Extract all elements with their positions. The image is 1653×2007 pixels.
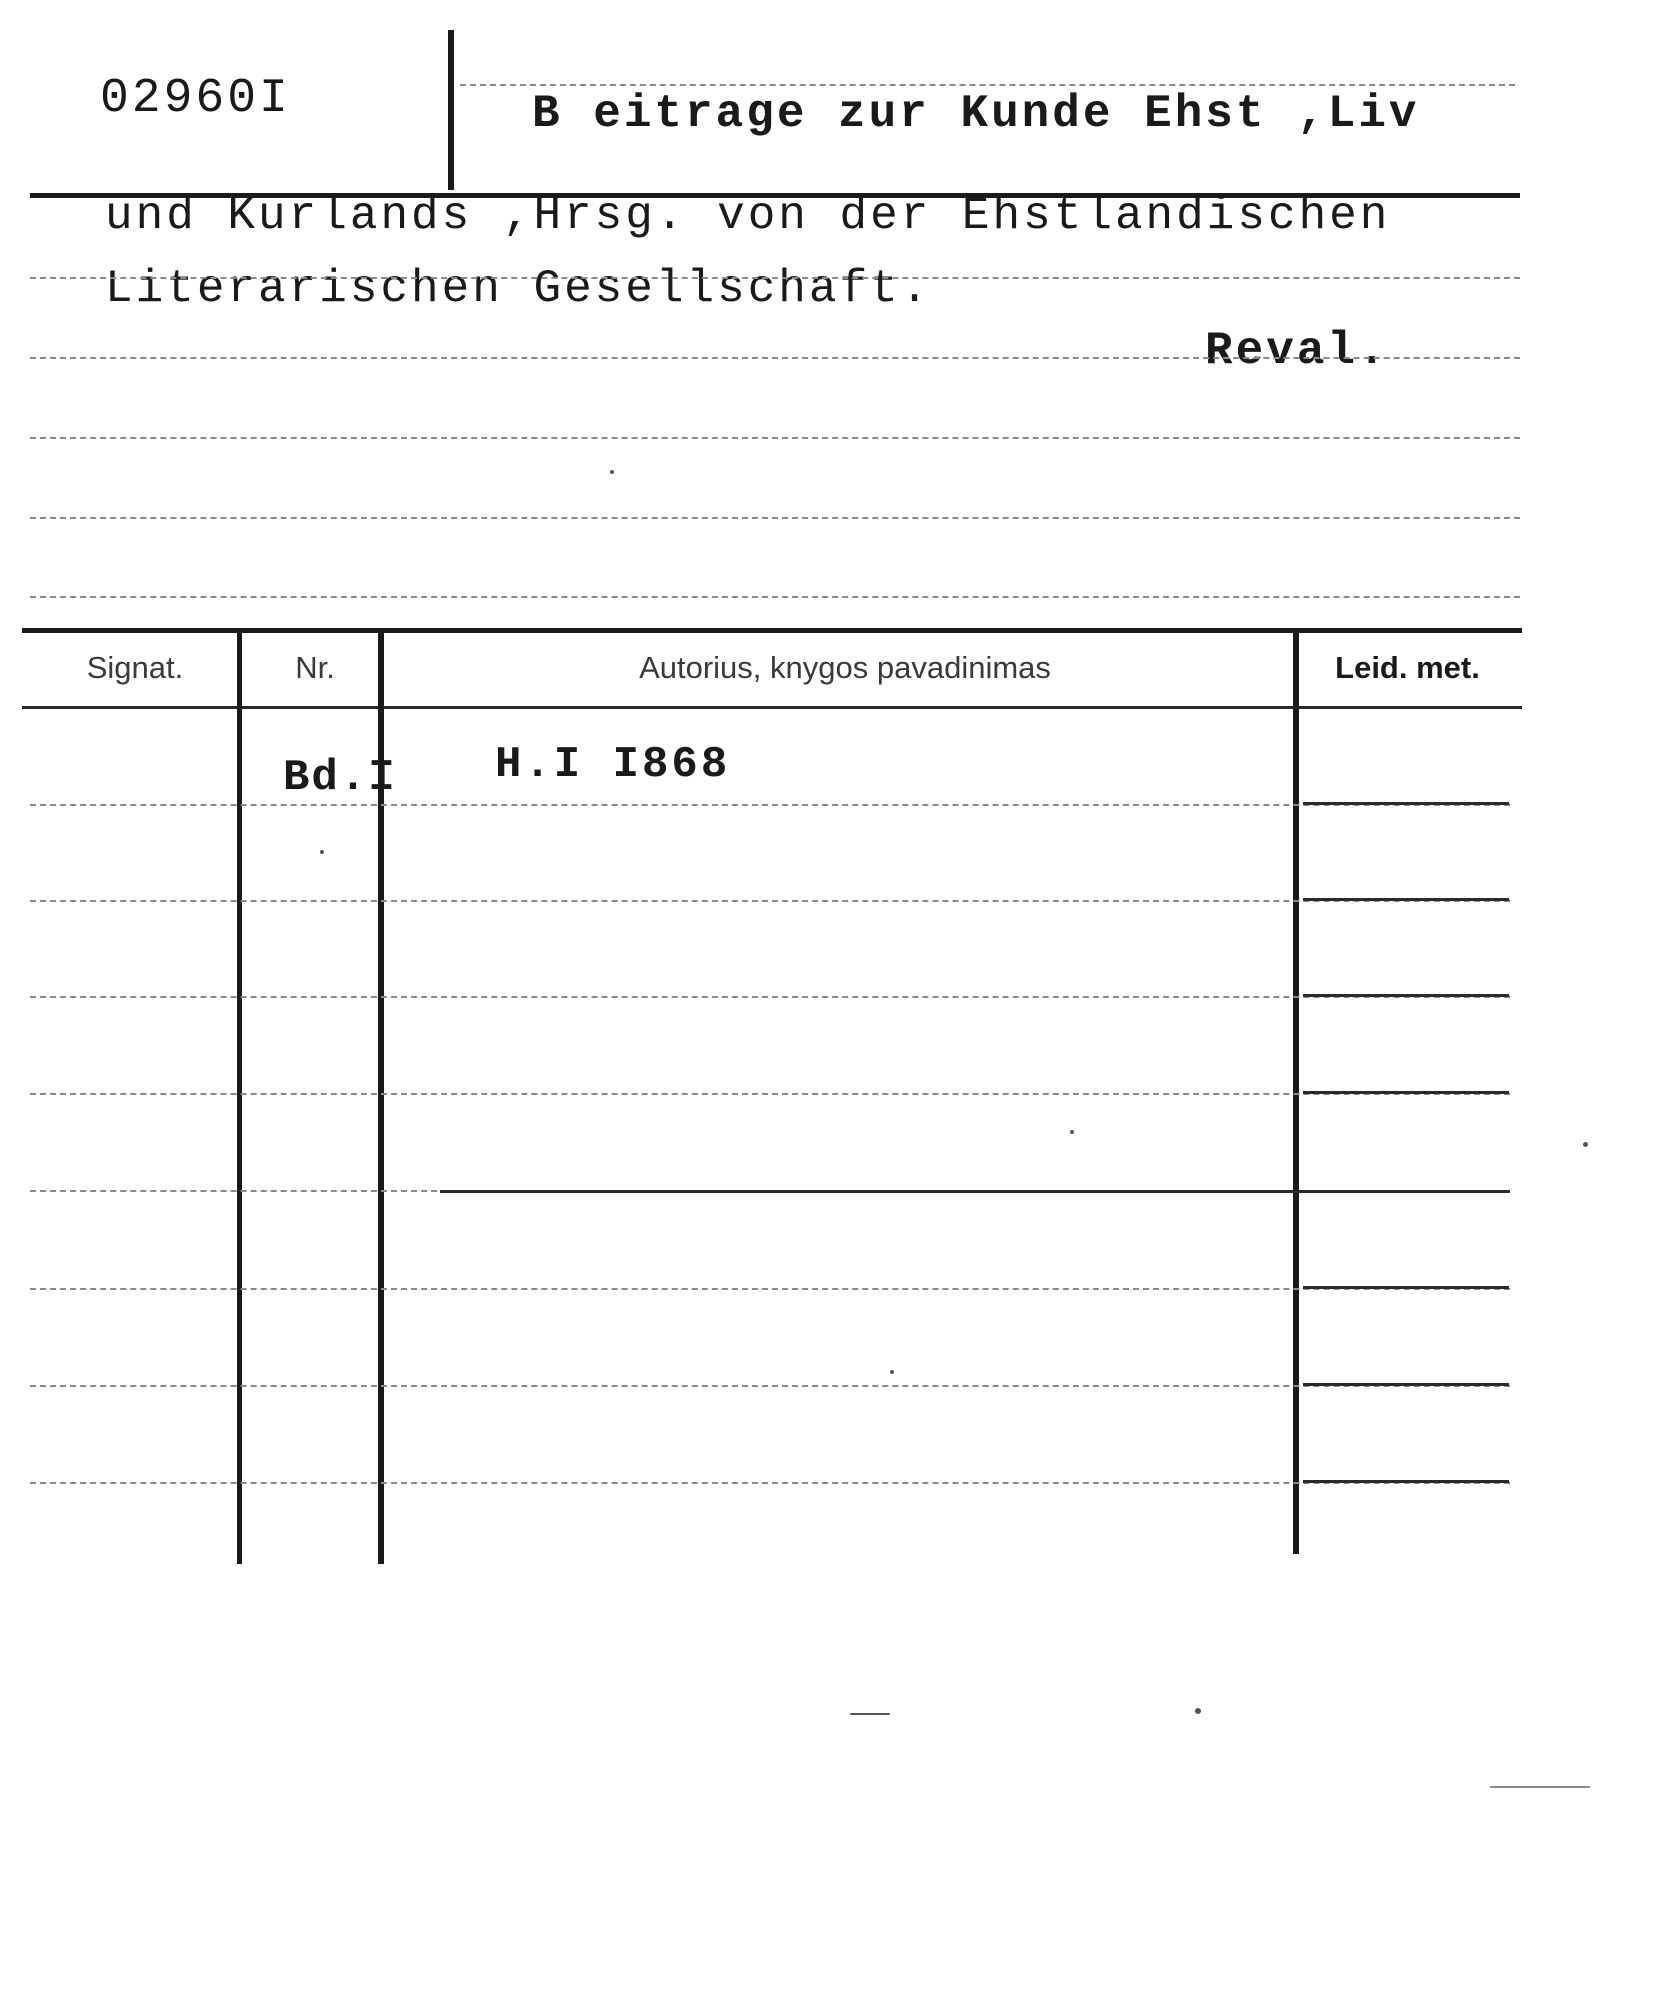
scan-speck [610,470,614,474]
title-line-1: B eitrage zur Kunde Ehst ,Liv [532,88,1420,140]
scan-speck [1490,1786,1590,1788]
table-row-rule [1303,898,1509,901]
table-row-rule [30,996,1510,998]
table-row-rule [30,804,1510,806]
table-row-rule [30,900,1510,902]
table-row-rule [1303,1091,1509,1094]
scan-speck [890,1370,894,1374]
table-row-rule [1303,1480,1509,1483]
table-row-rule [30,1288,1510,1290]
catalog-number: 02960I [100,72,291,126]
title-line-2: und Kurlands ,Hrsg. von der Ehstlandischen [105,190,1391,242]
rule [30,277,1520,279]
table-row-rule [30,1482,1510,1484]
header-divider [448,30,454,190]
column-divider [237,632,242,1564]
title-line-3: Literarischen Gesellschaft. [105,263,932,315]
column-header-nr: Nr. [295,650,335,685]
column-header-signat: Signat. [86,650,184,685]
row-author-title: H.I I868 [495,740,731,790]
scan-speck [320,850,324,854]
scan-speck [1583,1142,1588,1147]
table-row-rule [1303,1286,1509,1289]
table-row-rule [1303,994,1509,997]
table-row-rule [440,1190,1510,1193]
rule [30,517,1520,519]
table-row-rule [1303,802,1509,805]
rule [30,193,1520,198]
column-header-year: Leid. met. [1335,650,1480,685]
table-row-rule [30,1385,1510,1387]
scan-speck [850,1713,890,1715]
table-row-rule [1303,1383,1509,1386]
scan-speck [1070,1130,1074,1134]
rule [460,84,1515,86]
rule [30,437,1520,439]
table-row-rule [30,1093,1510,1095]
rule [30,596,1520,598]
scan-speck [1195,1708,1201,1714]
place-of-publication: Reval. [1205,325,1389,377]
row-nr: Bd.I [283,753,397,803]
column-header-author-title: Autorius, knygos pavadinimas [639,650,1051,685]
rule [30,357,1520,359]
